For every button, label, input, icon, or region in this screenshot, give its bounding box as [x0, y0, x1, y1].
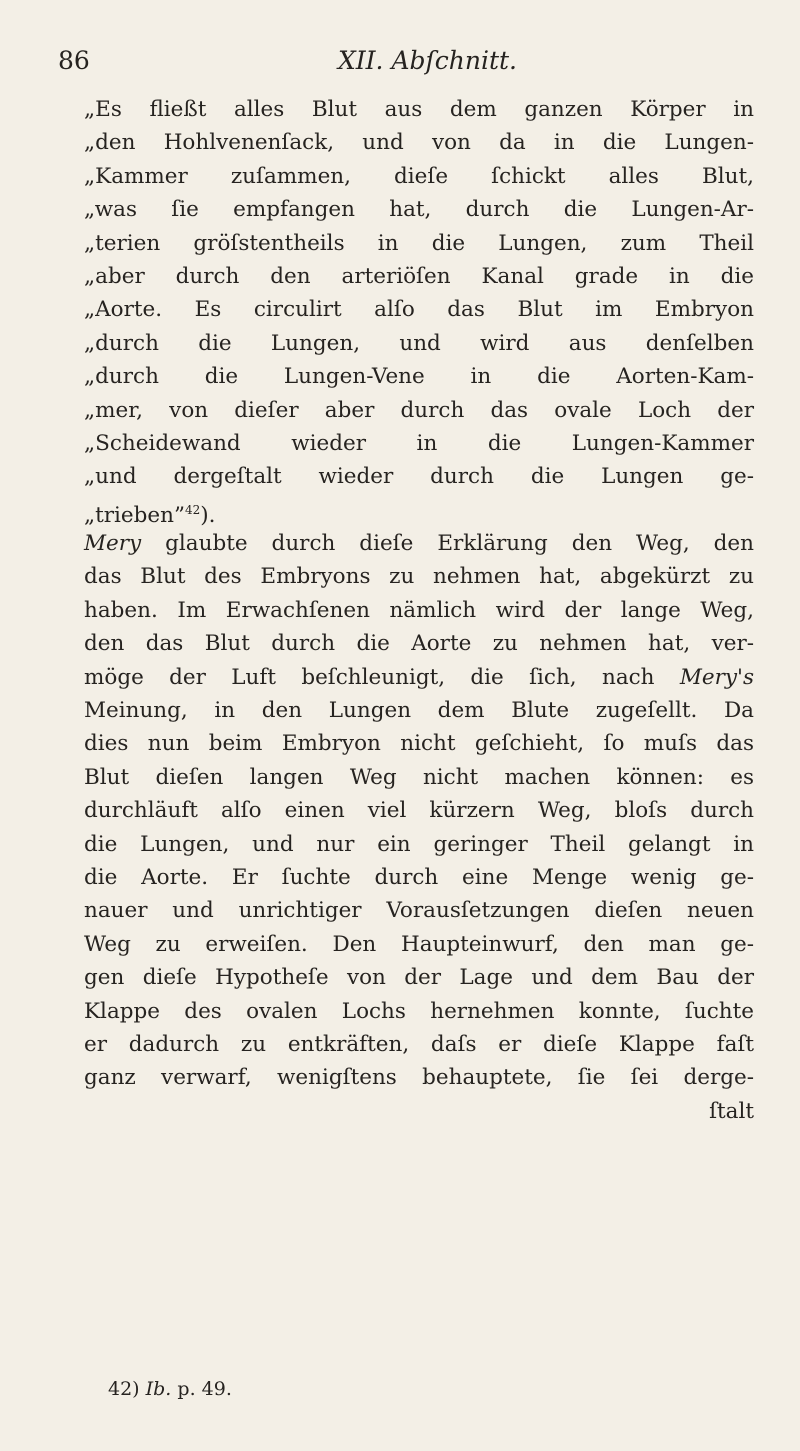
text-line: die Lungen, und nur ein geringer Theil gelangt in	[84, 831, 754, 857]
footnote-page: p. 49.	[177, 1378, 232, 1400]
text-line: haben. Im Erwachſenen nämlich wird der lange Weg,	[84, 597, 754, 623]
text-line: durchläuft alſo einen viel kürzern Weg, bloſs durch	[84, 798, 754, 824]
text-line: Blut dieſen langen Weg nicht machen können: es	[84, 764, 754, 790]
quote-end-tail: ).	[200, 502, 216, 528]
text-line: „Es fließt alles Blut aus dem ganzen Körper in	[84, 97, 754, 122]
text-line: das Blut des Embryons zu nehmen hat, abgekürzt zu	[84, 564, 754, 590]
page-number: 86	[58, 46, 90, 75]
text-line: Weg zu erweiſen. Den Haupteinwurf, den man ge-	[84, 931, 754, 957]
text-line: „und dergeſtalt wieder durch die Lungen ge-	[84, 464, 754, 490]
footnote	[108, 1378, 232, 1400]
text-line: „durch die Lungen-Vene in die Aorten-Kam-	[84, 364, 754, 390]
author-name-merys: Mery's	[679, 664, 754, 690]
quote-end-text: „trieben”	[84, 502, 185, 528]
text-line-with-name	[84, 661, 754, 694]
footnote-reference: 42	[184, 502, 201, 517]
text-line: ganz verwarf, wenigſtens behauptete, ſie ſei derge-	[84, 1065, 754, 1091]
text-line: den das Blut durch die Aorte zu nehmen hat, ver-	[84, 631, 754, 657]
running-head: XII. Abſchnitt.	[338, 46, 517, 75]
text-line: „was ſie empfangen hat, durch die Lungen-Ar-	[84, 197, 754, 223]
text-line: „mer, von dieſer aber durch das ovale Loch der	[84, 397, 754, 423]
text-line: „terien gröſstentheils in die Lungen, zum Theil	[84, 230, 754, 256]
text-line: gen dieſe Hypotheſe von der Lage und dem Bau der	[84, 965, 754, 991]
text-line: „aber durch den arteriöſen Kanal grade in die	[84, 263, 754, 289]
body-text	[84, 93, 754, 1128]
text-line: dies nun beim Embryon nicht geſchieht, ſo muſs das	[84, 731, 754, 757]
footnote-source: Ib.	[145, 1378, 172, 1400]
text-line: die Aorte. Er ſuchte durch eine Menge wenig ge-	[84, 864, 754, 890]
text-line: „den Hohlvenenſack, und von da in die Lungen-	[84, 130, 754, 156]
catchword: ſtalt	[709, 1098, 754, 1124]
text-line: „Kammer zuſammen, dieſe ſchickt alles Blut,	[84, 163, 754, 189]
text-line: Klappe des ovalen Lochs hernehmen konnte, ſuchte	[84, 998, 754, 1024]
page-header	[58, 46, 748, 86]
line-text: möge der Luft beſchleunigt, die ſich, nach	[84, 664, 655, 690]
text-line: „durch die Lungen, und wird aus denſelben	[84, 330, 754, 356]
text-line-paragraph-start	[84, 527, 754, 560]
text-line: nauer und unrichtiger Vorausſetzungen dieſen neuen	[84, 898, 754, 924]
text-line: Meinung, in den Lungen dem Blute zugeſellt. Da	[84, 698, 754, 724]
text-line: „Scheidewand wieder in die Lungen-Kammer	[84, 430, 754, 456]
footnote-marker: 42)	[108, 1378, 140, 1400]
paragraph-start-text: glaubte durch dieſe Erklärung den Weg, den	[165, 531, 754, 557]
text-line-quote-end	[84, 494, 754, 527]
text-line: er dadurch zu entkräften, daſs er dieſe Klappe faſt	[84, 1031, 754, 1057]
author-name-mery: Mery	[84, 531, 142, 557]
text-line: „Aorte. Es circulirt alſo das Blut im Embryon	[84, 297, 754, 323]
